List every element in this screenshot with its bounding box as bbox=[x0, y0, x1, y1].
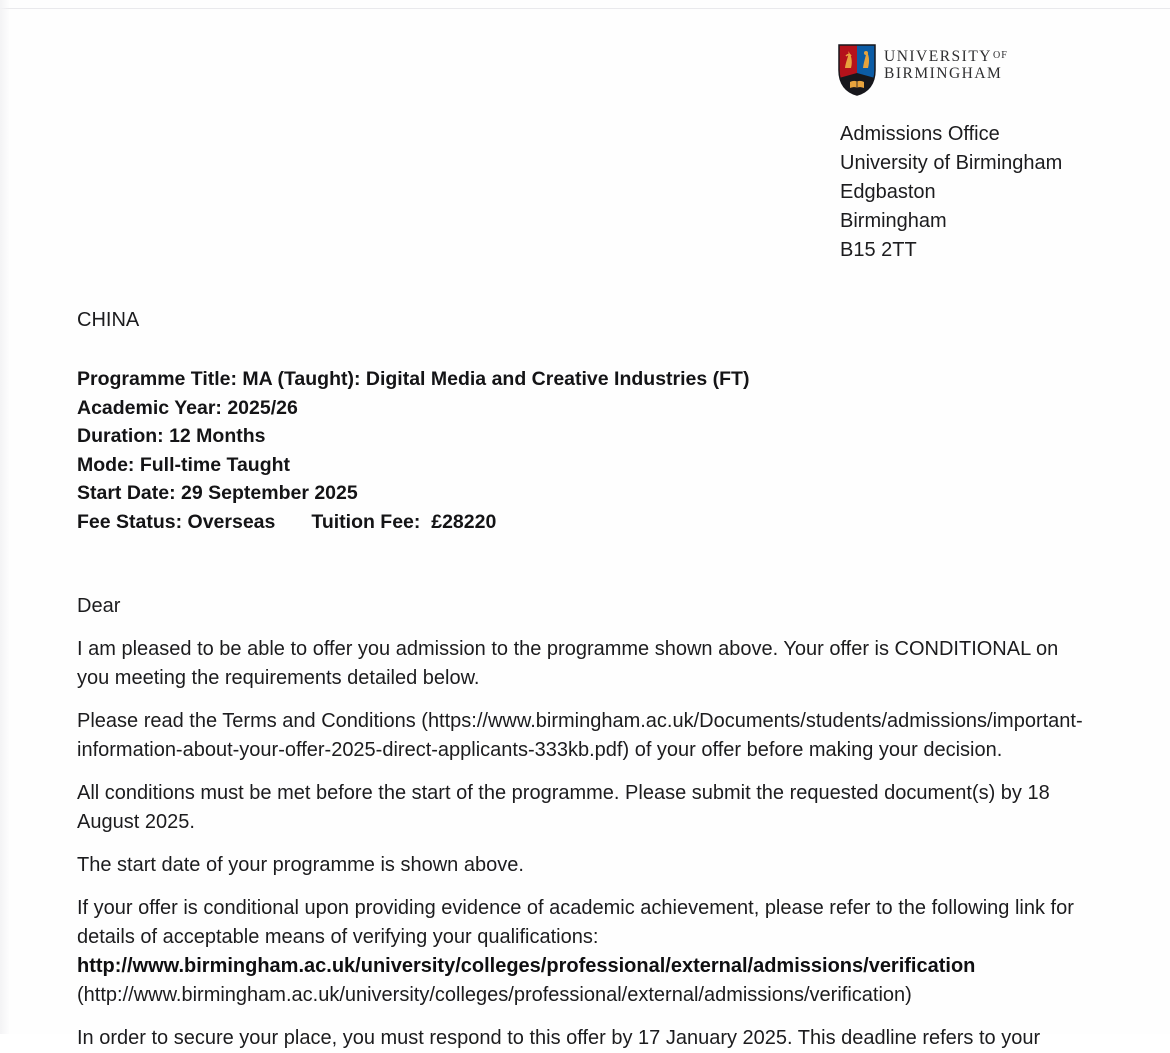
recipient-country: CHINA bbox=[77, 309, 140, 331]
address-line: Edgbaston bbox=[840, 181, 936, 203]
verification-link-plain: (http://www.birmingham.ac.uk/university/colleges/professional/external/admissions/verification) bbox=[77, 984, 912, 1006]
fee-status: Fee Status: Overseas bbox=[77, 510, 276, 533]
page-edge-artifact-left bbox=[0, 0, 10, 1034]
university-crest-icon bbox=[838, 44, 876, 96]
address-line: B15 2TT bbox=[840, 239, 917, 261]
address-line: Admissions Office bbox=[840, 123, 1000, 145]
sender-address-block bbox=[840, 120, 1062, 265]
programme-title: Programme Title: MA (Taught): Digital Media and Creative Industries (FT) bbox=[77, 368, 750, 390]
wordmark-line-1: UNIVERSITYOF bbox=[884, 48, 1008, 65]
body-paragraph: All conditions must be met before the start of the programme. Please submit the requested document(s) by 18 August 2025. bbox=[77, 782, 1050, 833]
address-line: Birmingham bbox=[840, 210, 947, 232]
tuition-fee: Tuition Fee: £28220 bbox=[311, 510, 497, 533]
salutation: Dear bbox=[77, 595, 121, 617]
verification-link-bold: http://www.birmingham.ac.uk/university/colleges/professional/external/admissions/verification bbox=[77, 955, 976, 977]
body-paragraph: Please read the Terms and Conditions (https://www.birmingham.ac.uk/Documents/students/admissions/important-information-about-your-offer-2025-direct-applicants-333kb.pdf) of your offer before making your decision. bbox=[77, 710, 1083, 761]
university-wordmark bbox=[884, 49, 1008, 81]
programme-details-block bbox=[77, 365, 749, 536]
wordmark-line-2: BIRMINGHAM bbox=[884, 65, 1003, 82]
programme-mode: Mode: Full-time Taught bbox=[77, 453, 291, 476]
programme-academic-year: Academic Year: 2025/26 bbox=[77, 396, 298, 419]
programme-fee-line bbox=[77, 508, 749, 537]
page-edge-artifact-top bbox=[0, 8, 1170, 9]
programme-start-date: Start Date: 29 September 2025 bbox=[77, 482, 358, 504]
body-paragraph: I am pleased to be able to offer you admission to the programme shown above. Your offer is CONDITIONAL on you meeting the requirements detailed below. bbox=[77, 638, 1059, 689]
verification-intro-text: If your offer is conditional upon providing evidence of academic achievement, please refer to the following link for details of acceptable means of verifying your qualifications: bbox=[77, 897, 1074, 948]
address-line: University of Birmingham bbox=[840, 152, 1063, 174]
programme-duration: Duration: 12 Months bbox=[77, 425, 266, 447]
closing-paragraph: In order to secure your place, you must respond to this offer by 17 January 2025. This deadline refers to your bbox=[77, 1027, 1041, 1049]
university-letterhead bbox=[838, 44, 1008, 96]
body-paragraph-verification bbox=[77, 894, 1093, 1010]
letter-body bbox=[77, 578, 1093, 1053]
body-paragraph: The start date of your programme is shown above. bbox=[77, 854, 524, 876]
wordmark-of: OF bbox=[993, 50, 1008, 61]
